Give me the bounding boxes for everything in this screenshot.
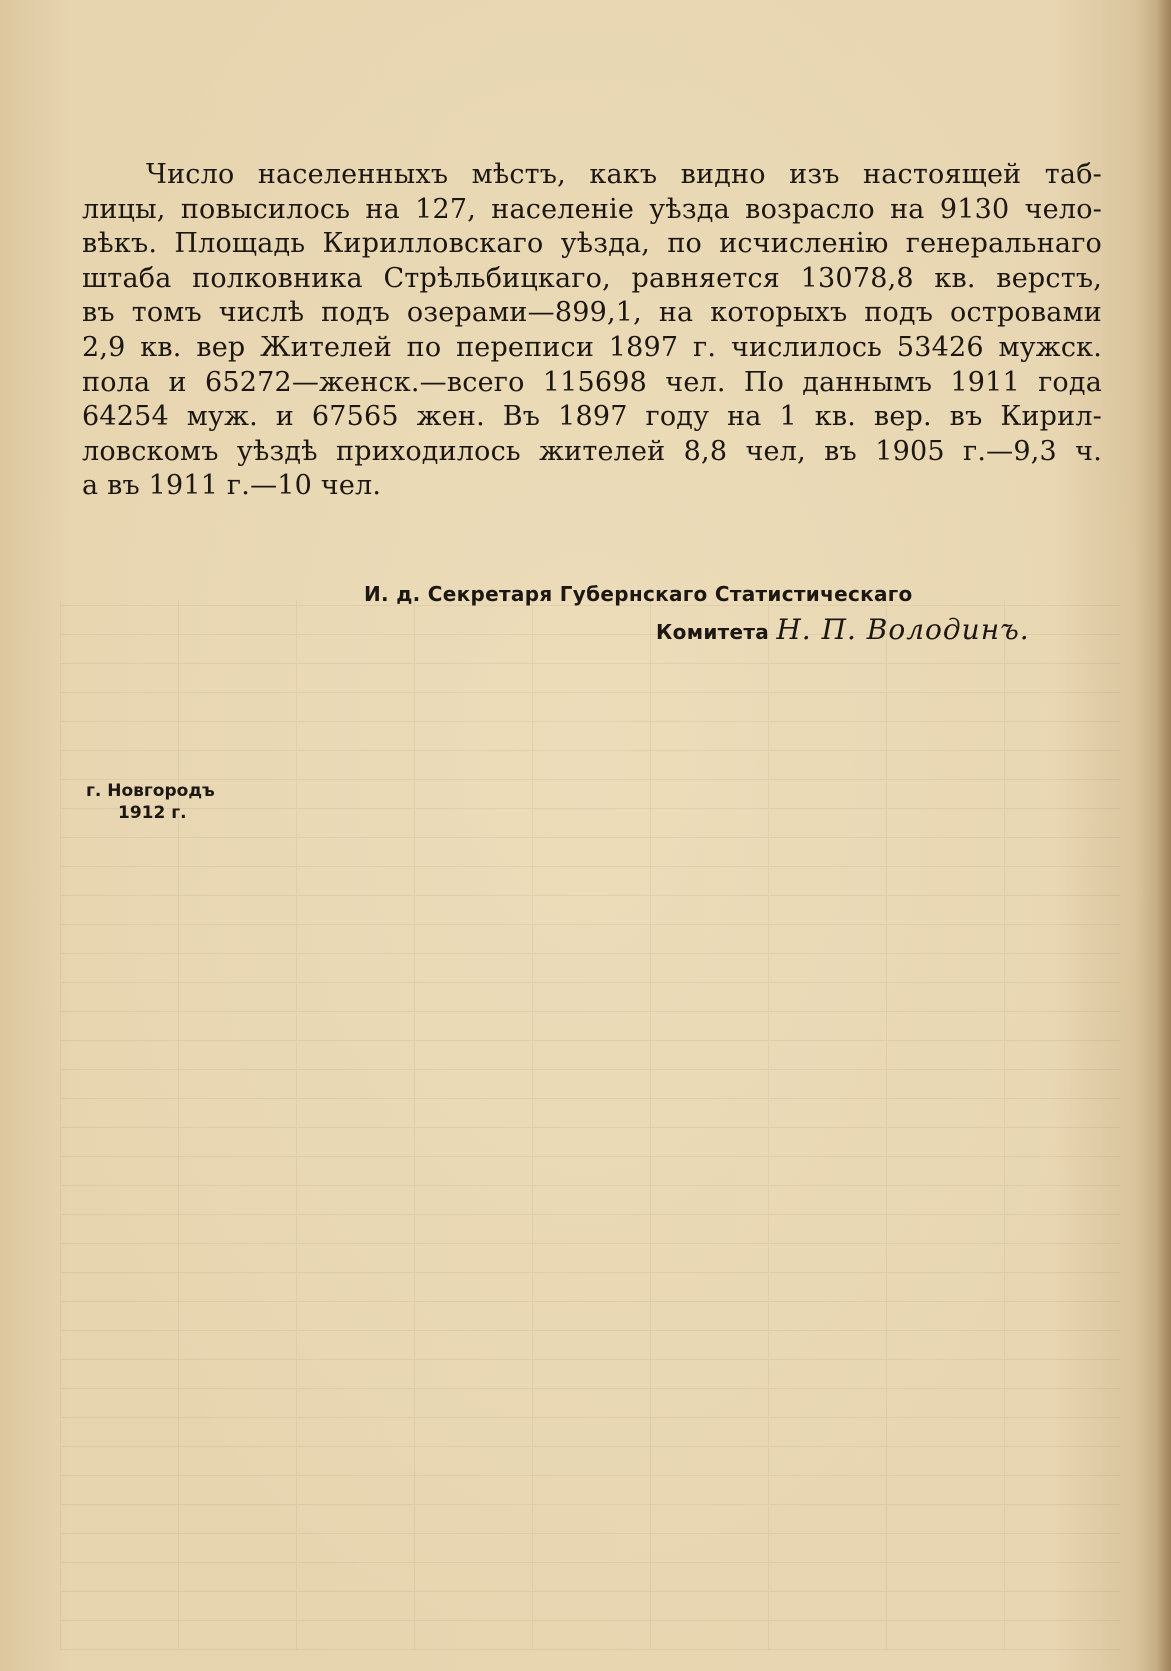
signature-title: И. д. Секретаря Губернскаго Статистическаго (364, 582, 913, 606)
paragraph-line: штаба полковника Стрѣльбицкаго, равняется 13078,8 кв. верстъ, (82, 262, 1102, 294)
place-city: г. Новгородъ (86, 781, 215, 801)
paragraph-line: 2,9 кв. вер Жителей по переписи 1897 г. числилось 53426 мужск. (82, 331, 1102, 363)
paragraph-line: лицы, повысилось на 127, населеніе уѣзда возрасло на 9130 чело- (82, 193, 1102, 225)
paragraph-line: а въ 1911 г.—10 чел. (82, 470, 382, 502)
body-paragraph (82, 158, 1102, 504)
show-through-table (60, 600, 1120, 1650)
paragraph-line: 64254 муж. и 67565 жен. Въ 1897 году на 1 кв. вер. въ Кирил- (82, 401, 1102, 433)
signature-committee: Комитета (656, 620, 770, 644)
signature-name-line (364, 612, 1064, 650)
paragraph-line: Число населенныхъ мѣстъ, какъ видно изъ настоящей таб- (146, 159, 1102, 190)
paragraph-line: ловскомъ уѣздѣ приходилось жителей 8,8 чел, въ 1905 г.—9,3 ч. (82, 435, 1102, 467)
place-date (86, 780, 215, 824)
signature-block (364, 576, 1064, 650)
page-edge-shadow (1157, 0, 1171, 1671)
place-year: 1912 г. (118, 803, 187, 823)
paragraph-line: въ томъ числѣ подъ озерами—899,1, на которыхъ подъ островами (82, 297, 1102, 329)
paragraph-line: пола и 65272—женск.—всего 115698 чел. По даннымъ 1911 года (82, 366, 1102, 398)
signature-name: Н. П. Володинъ. (776, 613, 1030, 646)
paragraph-line: вѣкъ. Площадь Кирилловскаго уѣзда, по исчисленію генеральнаго (82, 228, 1102, 260)
